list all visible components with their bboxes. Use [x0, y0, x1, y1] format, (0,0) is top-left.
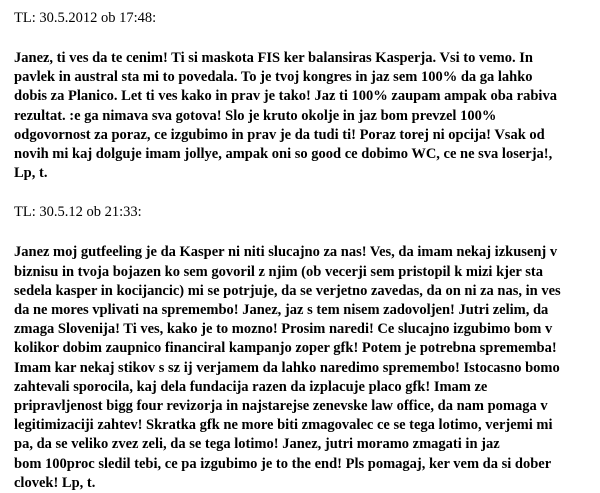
document [14, 10, 592, 493]
message-2-body [14, 243, 592, 493]
message-2-line: bom 100proc sledil tebi, ce pa izgubimo je to the end! Pls pomagaj, ker vem da si dober [14, 455, 552, 472]
message-2-line: pa, da se veliko zvez zeli, da se tega lotimo! Janez, jutri moramo zmagati in jaz [14, 436, 500, 453]
message-2-line: kolikor dobim zaupnico financiral kampanjo zoper gfk! Potem je potrebna sprememba! [14, 340, 557, 357]
message-1 [14, 10, 592, 183]
message-1-line: Janez, ti ves da te cenim! Ti si maskota FIS ker balansiras Kasperja. Vsi to vemo. In [14, 50, 533, 66]
message-2-line: pripravljenost bigg four revizorja in najstarejse zenevske law office, da nam pomaga v [14, 398, 548, 415]
message-2-line: zahtevali sporocila, kaj dela fundacija razen da izplacuje placo gfk! Imam ze [14, 378, 488, 395]
message-2-line: zmaga Slovenija! Ti ves, kako je to mozno! Prosim naredi! Ce slucajno izgubimo bom v [14, 321, 553, 338]
message-2-line: Imam kar nekaj stikov s sz ij verjamem da lahko naredimo spremembo! Istocasno bomo [14, 359, 560, 376]
message-1-body [14, 49, 592, 183]
message-1-line: rezultat. :e ga nimava sva gotova! Slo je kruto okolje in jaz bom prevzel 100% [14, 107, 497, 124]
message-1-header: TL: 30.5.2012 ob 17:48: [14, 10, 157, 26]
message-1-line: dobis za Planico. Let ti ves kako in prav je tako! Jaz ti 100% zaupam ampak oba rabiva [14, 88, 557, 105]
message-2-line: da ne mores vplivati na spremembo! Janez, jaz s tem nisem zadovoljen! Jutri zelim, da [14, 302, 549, 319]
message-2-line: legitimizaciji zahtev! Skratka gfk ne more biti zmagovalec ce se tega lotimo, verjemi mi [14, 417, 553, 434]
message-2-line: sedela kasper in kocijancic) mi se potrjuje, da se verjetno zavedas, da on ni za nas, in ves [14, 282, 561, 299]
message-separator [14, 183, 592, 204]
message-1-line: novih mi kaj dolguje imam jollye, ampak oni so good ce dobimo WC, ce ne sva loserja!, [14, 146, 553, 163]
message-2-line: biznisu in tvoja bojazen ko sem govoril z njim (ob vecerji sem pristopil k mizi kjer sta [14, 263, 543, 280]
message-1-line: pavlek in austral sta mi to povedala. To je tvoj kongres in jaz sem 100% da ga lahko [14, 69, 533, 86]
message-2-header: TL: 30.5.12 ob 21:33: [14, 204, 142, 221]
message-1-line: odgovornost za poraz, ce izgubimo in prav je da tudi ti! Poraz torej ni opcija! Vsak od [14, 126, 545, 143]
message-1-line: Lp, t. [14, 165, 48, 182]
message-2-line: Janez moj gutfeeling je da Kasper ni niti slucajno za nas! Ves, da imam nekaj izkusenj v [14, 244, 558, 261]
message-2-line: clovek! Lp, t. [14, 474, 96, 491]
